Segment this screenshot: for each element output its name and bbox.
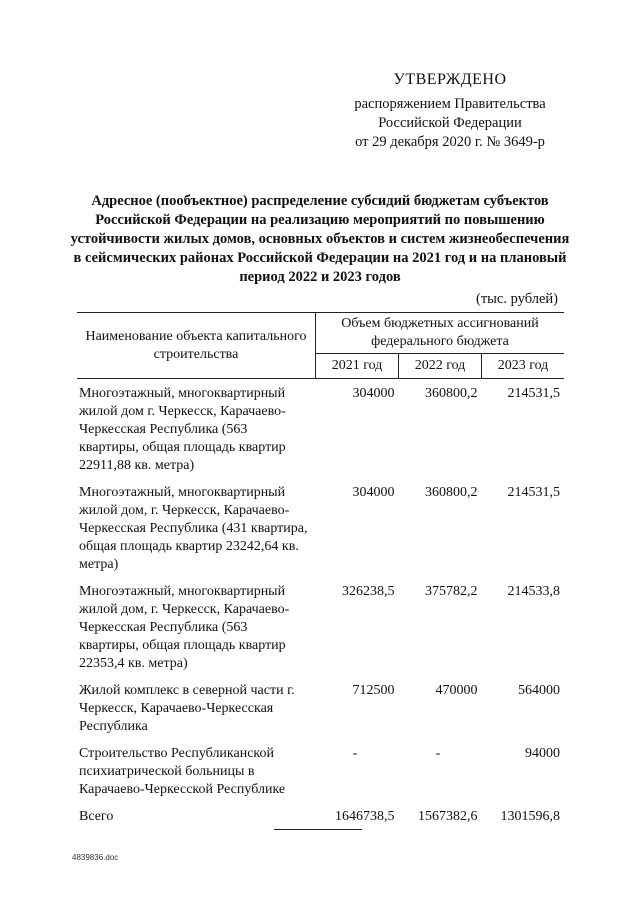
end-divider	[274, 829, 362, 830]
table-row	[77, 676, 564, 739]
total-label: Всего	[79, 809, 114, 824]
value-2023: 214531,5	[507, 386, 560, 401]
approval-line-3: от 29 декабря 2020 г. № 3649-р	[355, 134, 545, 150]
value-2023: 564000	[518, 683, 560, 698]
year-header-2023: 2023 год	[482, 354, 565, 379]
object-name: Многоэтажный, многоквартирный жилой дом, г. Черкесск, Карачаево-Черкесская Республика (563 квартиры, общая площадь квартир 22353,4 кв. метра)	[79, 584, 290, 671]
approval-line-2: Российской Федерации	[378, 115, 522, 131]
document-file-id: 4839836.doc	[72, 853, 119, 862]
approval-title: УТВЕРЖДЕНО	[393, 71, 507, 88]
table-row	[77, 478, 564, 577]
value-2021: 304000	[352, 485, 395, 500]
table-row	[77, 739, 564, 802]
value-2021: 712500	[352, 683, 395, 698]
value-2023: 94000	[525, 746, 560, 761]
value-2023: 214531,5	[507, 485, 560, 500]
approval-line-1: распоряжением Правительства	[354, 96, 546, 112]
document-title: Адресное (пообъектное) распределение субсидий бюджетам субъектов Российской Федерации на реализацию мероприятий по повышению устойчивости жилых домов, основных объектов и систем жизнеобеспечения в сейсмических районах Российской Федерации на 2021 год и на плановый период 2022 и 2023 годов	[70, 193, 570, 285]
budget-volume-header: Объем бюджетных ассигнований федерального бюджета	[316, 313, 565, 354]
value-2021: -	[352, 746, 358, 761]
table-row	[77, 577, 564, 676]
value-2021: 326238,5	[342, 584, 395, 599]
total-2023: 1301596,8	[500, 809, 560, 824]
total-row	[77, 802, 564, 829]
value-2022: 470000	[435, 683, 478, 698]
value-2022: 375782,2	[425, 584, 478, 599]
table-row	[77, 379, 564, 479]
object-name-header: Наименование объекта капитального строительства	[77, 313, 316, 379]
value-2021: 304000	[352, 386, 395, 401]
budget-table	[77, 312, 564, 829]
object-name: Строительство Республиканской психиатрической больницы в Карачаево-Черкесской Республике	[79, 746, 286, 797]
year-header-2021: 2021 год	[316, 354, 399, 379]
units-label: (тыс. рублей)	[476, 291, 558, 307]
object-name: Многоэтажный, многоквартирный жилой дом г. Черкесск, Карачаево-Черкесская Республика (563 квартиры, общая площадь квартир 22911,88 кв. метра)	[79, 386, 286, 473]
value-2023: 214533,8	[507, 584, 560, 599]
total-2022: 1567382,6	[418, 809, 478, 824]
value-2022: 360800,2	[425, 485, 478, 500]
approval-block	[330, 70, 570, 152]
total-2021: 1646738,5	[335, 809, 395, 824]
object-name: Жилой комплекс в северной части г. Черкесск, Карачаево-Черкесская Республика	[79, 683, 295, 734]
value-2022: 360800,2	[425, 386, 478, 401]
year-header-2022: 2022 год	[399, 354, 482, 379]
value-2022: -	[435, 746, 441, 761]
object-name: Многоэтажный, многоквартирный жилой дом, г. Черкесск, Карачаево-Черкесская Республика (431 квартира, общая площадь квартир 23242,64 кв. метра)	[79, 485, 308, 572]
